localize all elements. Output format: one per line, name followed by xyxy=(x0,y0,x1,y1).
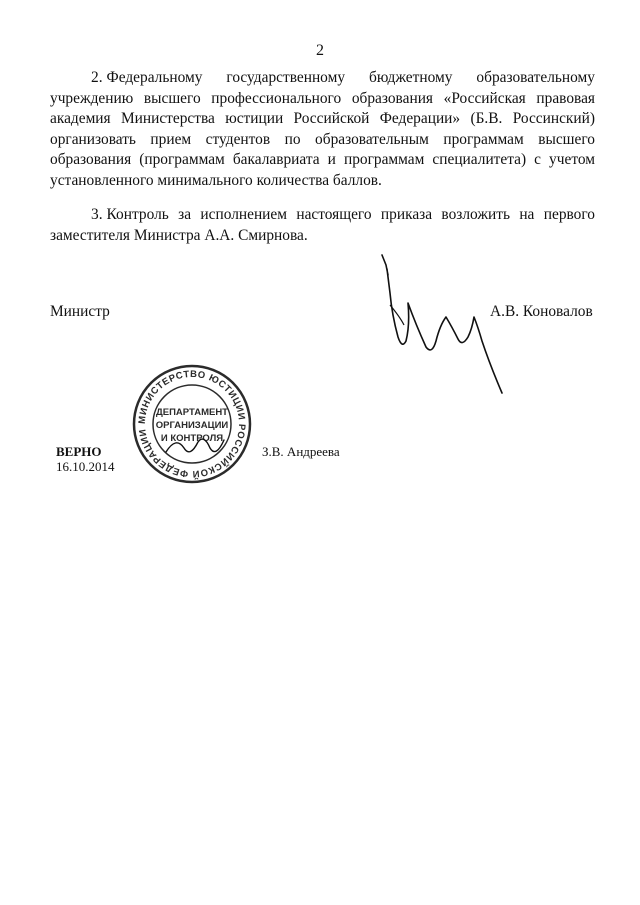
paragraph-2 xyxy=(50,68,595,191)
stamp-ring-text: МИНИСТЕРСТВО ЮСТИЦИИ РОССИЙСКОЙ ФЕДЕРАЦИИ xyxy=(136,368,248,480)
page-number: 2 xyxy=(316,42,324,59)
certification-label: ВЕРНО xyxy=(56,444,102,459)
minister-title: Министр xyxy=(50,303,110,320)
stamp-line-3: И КОНТРОЛЯ xyxy=(160,433,224,444)
certification-date: 16.10.2014 xyxy=(56,459,115,474)
paragraph-3-number: 3. xyxy=(91,206,103,223)
stamp-line-2: ОРГАНИЗАЦИИ xyxy=(155,420,229,431)
minister-signature xyxy=(360,245,520,405)
certification-clerk: З.В. Андреева xyxy=(262,444,340,459)
paragraph-2-text: Федеральному государственному бюджетному образовательному учреждению высшего профессионального образования «Российская правовая академия Министерства юстиции Российской Федерации» (Б.В. Россинский) организовать прием студентов по образовательным программам высшего образования (программам бакалавриата и программам специалитета) с учетом установленного минимального количества баллов. xyxy=(50,69,595,189)
minister-name: А.В. Коновалов xyxy=(490,303,593,320)
paragraph-3 xyxy=(50,205,595,246)
stamp-line-1: ДЕПАРТАМЕНТ xyxy=(156,407,228,418)
paragraph-2-number: 2. xyxy=(91,69,103,86)
paragraph-3-text: Контроль за исполнением настоящего приказа возложить на первого заместителя Министра А.А. Смирнова. xyxy=(50,206,595,244)
department-stamp xyxy=(130,362,254,486)
